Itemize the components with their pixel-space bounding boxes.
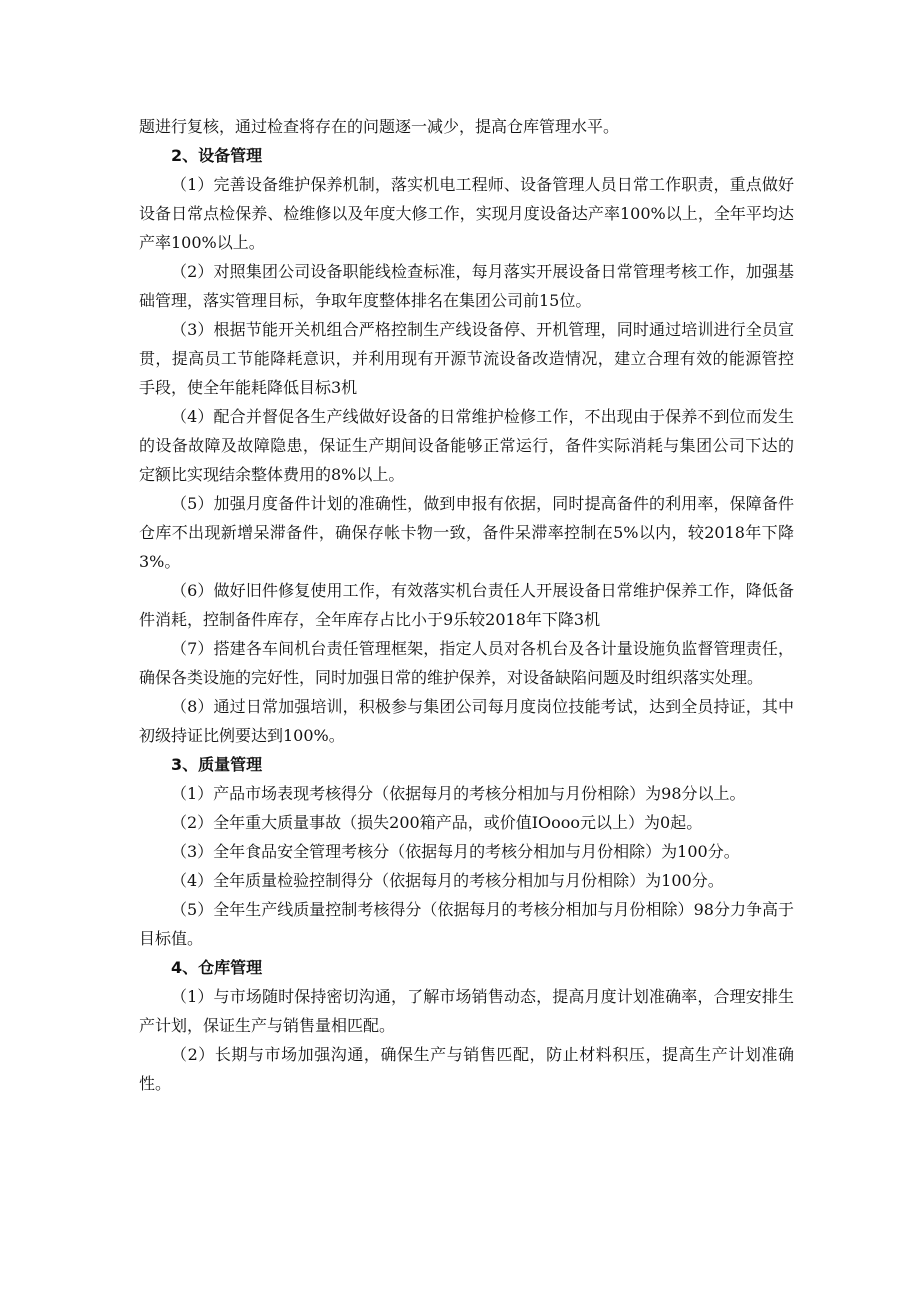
paragraph-equipment-2: （2）对照集团公司设备职能线检查标准，每月落实开展设备日常管理考核工作，加强基础管理，落实管理目标，争取年度整体排名在集团公司前15位。 (139, 262, 794, 310)
paragraph-equipment-7: （7）搭建各车间机台责任管理框架，指定人员对各机台及各计量设施负监督管理责任，确保各类设施的完好性，同时加强日常的维护保养，对设备缺陷问题及时组织落实处理。 (139, 639, 794, 687)
section-heading-quality: 3、质量管理 (171, 755, 263, 774)
paragraph-continuation: 题进行复核，通过检查将存在的问题逐一减少，提高仓库管理水平。 (139, 117, 620, 136)
paragraph-warehouse-2: （2）长期与市场加强沟通，确保生产与销售匹配，防止材料积压，提高生产计划准确性。 (139, 1045, 794, 1093)
paragraph-equipment-6: （6）做好旧件修复使用工作，有效落实机台责任人开展设备日常维护保养工作，降低备件消耗，控制备件库存，全年库存占比小于9乐较2018年下降3机 (139, 581, 794, 629)
paragraph-quality-3: （3）全年食品安全管理考核分（依据每月的考核分相加与月份相除）为100分。 (171, 842, 740, 861)
paragraph-quality-1: （1）产品市场表现考核得分（依据每月的考核分相加与月份相除）为98分以上。 (171, 784, 746, 803)
paragraph-equipment-5: （5）加强月度备件计划的准确性，做到申报有依据，同时提高备件的利用率，保障备件仓库不出现新增呆滞备件，确保存帐卡物一致，备件呆滞率控制在5%以内，较2018年下降3%。 (139, 494, 794, 571)
paragraph-equipment-1: （1）完善设备维护保养机制，落实机电工程师、设备管理人员日常工作职责，重点做好设备日常点检保养、检维修以及年度大修工作，实现月度设备达产率100%以上，全年平均达产率100%以上。 (139, 175, 794, 252)
section-heading-warehouse: 4、仓库管理 (171, 958, 263, 977)
paragraph-quality-2: （2）全年重大质量事故（损失200箱产品，或价值IOooo元以上）为0起。 (171, 813, 703, 832)
paragraph-equipment-3: （3）根据节能开关机组合严格控制生产线设备停、开机管理，同时通过培训进行全员宣贯，提高员工节能降耗意识，并利用现有开源节流设备改造情况，建立合理有效的能源管控手段，使全年能耗降低目标3机 (139, 320, 794, 397)
paragraph-quality-5: （5）全年生产线质量控制考核得分（依据每月的考核分相加与月份相除）98分力争高于目标值。 (139, 900, 794, 948)
paragraph-warehouse-1: （1）与市场随时保持密切沟通，了解市场销售动态，提高月度计划准确率，合理安排生产计划，保证生产与销售量相匹配。 (139, 987, 794, 1035)
section-heading-equipment: 2、设备管理 (171, 146, 263, 165)
paragraph-equipment-4: （4）配合并督促各生产线做好设备的日常维护检修工作，不出现由于保养不到位而发生的设备故障及故障隐患，保证生产期间设备能够正常运行，备件实际消耗与集团公司下达的定额比实现结余整体费用的8%以上。 (139, 407, 794, 484)
paragraph-quality-4: （4）全年质量检验控制得分（依据每月的考核分相加与月份相除）为100分。 (171, 871, 724, 890)
paragraph-equipment-8: （8）通过日常加强培训，积极参与集团公司每月度岗位技能考试，达到全员持证，其中初级持证比例要达到100%。 (139, 697, 794, 745)
document-page (139, 112, 794, 1098)
